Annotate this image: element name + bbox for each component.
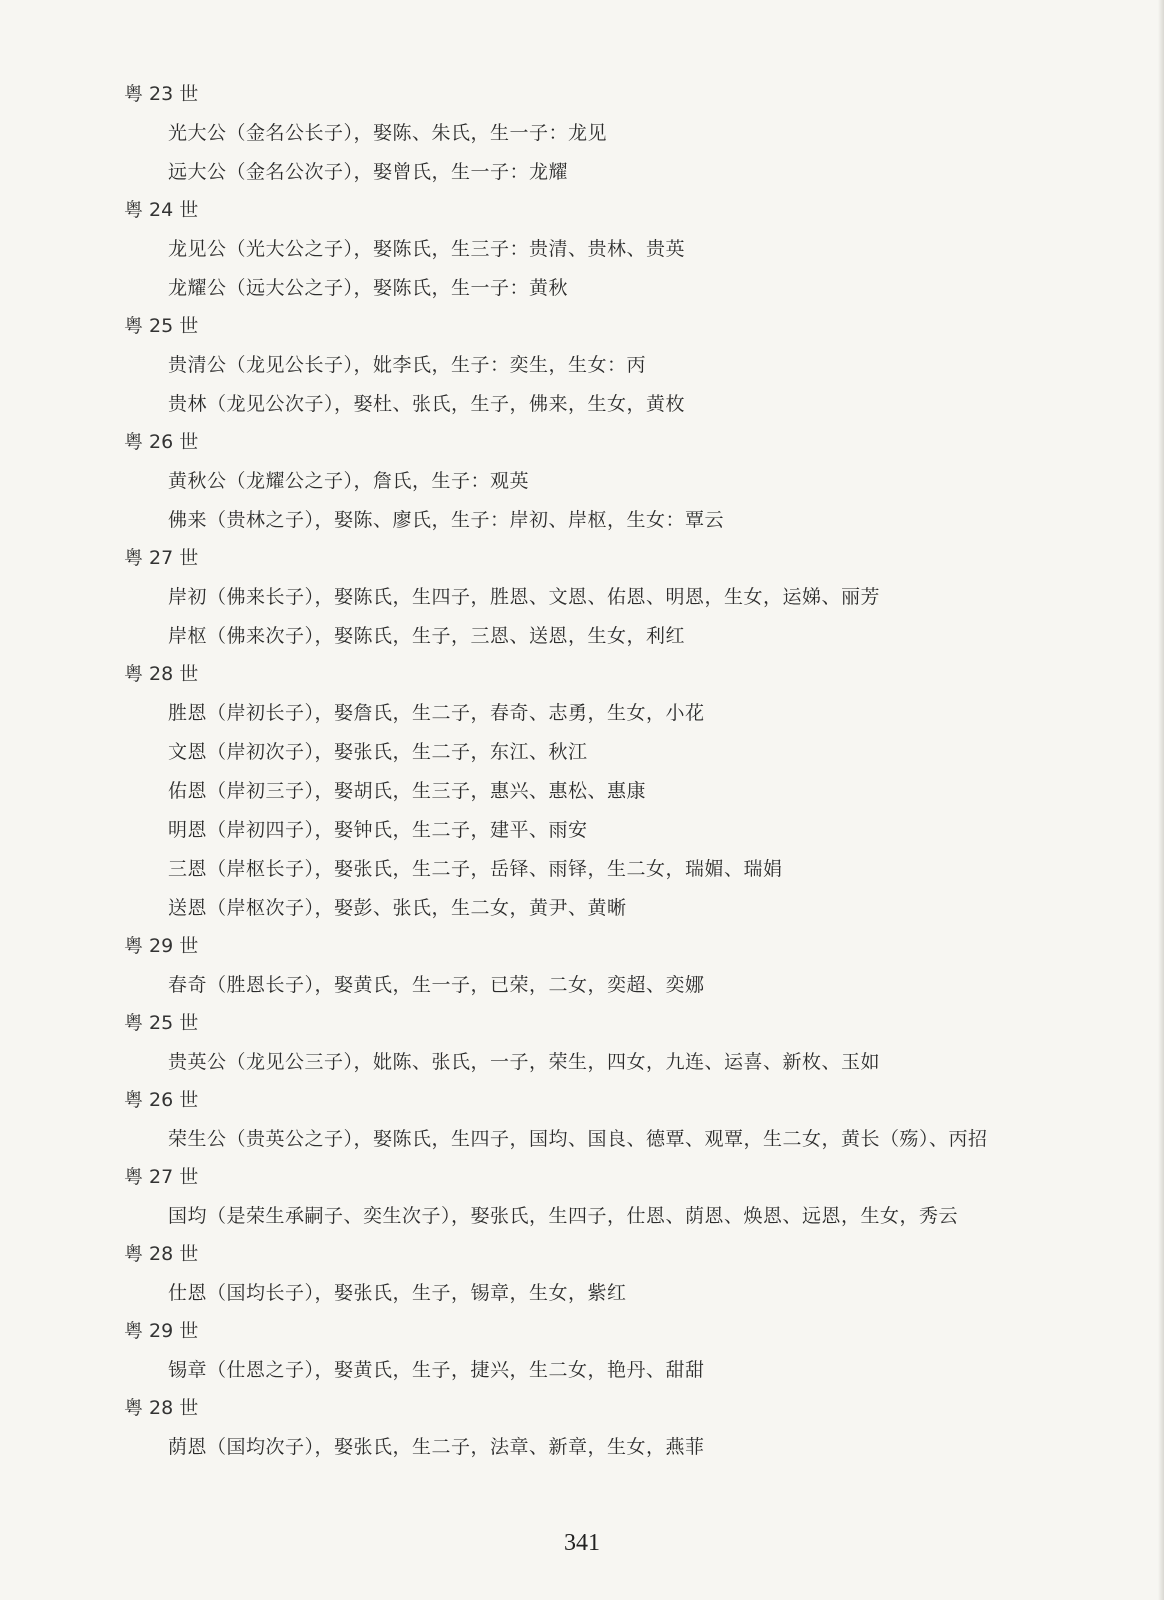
generation-section: [124, 544, 1144, 660]
generation-heading: 粤 29 世: [124, 935, 199, 957]
generation-heading: 粤 28 世: [124, 1397, 199, 1419]
generation-section: [124, 312, 1144, 428]
genealogy-entry: 黄秋公（龙耀公之子），詹氏，生子：观英: [168, 470, 530, 492]
generation-section: [124, 196, 1144, 312]
generation-section: [124, 1394, 1144, 1471]
genealogy-entry: 胜恩（岸初长子），娶詹氏，生二子，春奇、志勇，生女，小花: [168, 702, 705, 724]
genealogy-entry: 贵清公（龙见公长子），妣李氏，生子：奕生，生女：丙: [168, 354, 647, 376]
generation-heading: 粤 28 世: [124, 1243, 199, 1265]
genealogy-entry: 佛来（贵林之子），娶陈、廖氏，生子：岸初、岸枢，生女：覃云: [168, 509, 725, 531]
generation-heading: 粤 28 世: [124, 663, 199, 685]
generation-heading: 粤 23 世: [124, 83, 199, 105]
genealogy-entry: 锡章（仕恩之子），娶黄氏，生子，捷兴，生二女，艳丹、甜甜: [168, 1359, 705, 1381]
genealogy-entry: 文恩（岸初次子），娶张氏，生二子，东江、秋江: [168, 741, 588, 763]
generation-heading: 粤 29 世: [124, 1320, 199, 1342]
genealogy-entry: 光大公（金名公长子），娶陈、朱氏，生一子：龙见: [168, 122, 608, 144]
generation-heading: 粤 24 世: [124, 199, 199, 221]
genealogy-entry: 贵英公（龙见公三子），妣陈、张氏，一子，荣生，四女，九连、运喜、新枚、玉如: [168, 1051, 881, 1073]
genealogy-entry: 龙见公（光大公之子），娶陈氏，生三子：贵清、贵林、贵英: [168, 238, 686, 260]
generation-section: [124, 1009, 1144, 1086]
generation-section: [124, 1240, 1144, 1317]
generation-section: [124, 932, 1144, 1009]
generation-section: [124, 1086, 1144, 1163]
generation-heading: 粤 25 世: [124, 315, 199, 337]
generation-section: [124, 80, 1144, 196]
genealogy-entry: 岸枢（佛来次子），娶陈氏，生子，三恩、送恩，生女，利红: [168, 625, 686, 647]
genealogy-entry: 荫恩（国均次子），娶张氏，生二子，法章、新章，生女，燕菲: [168, 1436, 705, 1458]
generation-heading: 粤 25 世: [124, 1012, 199, 1034]
generation-heading: 粤 26 世: [124, 1089, 199, 1111]
generation-heading: 粤 27 世: [124, 547, 199, 569]
generation-section: [124, 1317, 1144, 1394]
generation-heading: 粤 26 世: [124, 431, 199, 453]
genealogy-entry: 龙耀公（远大公之子），娶陈氏，生一子：黄秋: [168, 277, 569, 299]
genealogy-entry: 送恩（岸枢次子），娶彭、张氏，生二女，黄尹、黄晰: [168, 897, 627, 919]
genealogy-entry: 仕恩（国均长子），娶张氏，生子，锡章，生女，紫红: [168, 1282, 627, 1304]
genealogy-entry: 春奇（胜恩长子），娶黄氏，生一子，已荣，二女，奕超、奕娜: [168, 974, 705, 996]
genealogy-entry: 岸初（佛来长子），娶陈氏，生四子，胜恩、文恩、佑恩、明恩，生女，运娣、丽芳: [168, 586, 881, 608]
generation-section: [124, 428, 1144, 544]
page-number: 341: [564, 1530, 600, 1556]
genealogy-entry: 明恩（岸初四子），娶钟氏，生二子，建平、雨安: [168, 819, 588, 841]
genealogy-entry: 荣生公（贵英公之子），娶陈氏，生四子，国均、国良、德覃、观覃，生二女，黄长（殇）、丙招: [168, 1128, 988, 1150]
generation-section: [124, 660, 1144, 932]
generation-section: [124, 1163, 1144, 1240]
genealogy-entry: 国均（是荣生承嗣子、奕生次子），娶张氏，生四子，仕恩、荫恩、焕恩、远恩，生女，秀云: [168, 1205, 959, 1227]
genealogy-entry: 三恩（岸枢长子），娶张氏，生二子，岳铎、雨铎，生二女，瑞媚、瑞娟: [168, 858, 783, 880]
genealogy-entry: 远大公（金名公次子），娶曾氏，生一子：龙耀: [168, 161, 569, 183]
genealogy-entry: 贵林（龙见公次子），娶杜、张氏，生子，佛来，生女，黄枚: [168, 393, 686, 415]
generation-heading: 粤 27 世: [124, 1166, 199, 1188]
page-edge-shadow: [1158, 0, 1164, 1600]
genealogy-page-content: [124, 80, 1144, 1471]
genealogy-entry: 佑恩（岸初三子），娶胡氏，生三子，惠兴、惠松、惠康: [168, 780, 647, 802]
